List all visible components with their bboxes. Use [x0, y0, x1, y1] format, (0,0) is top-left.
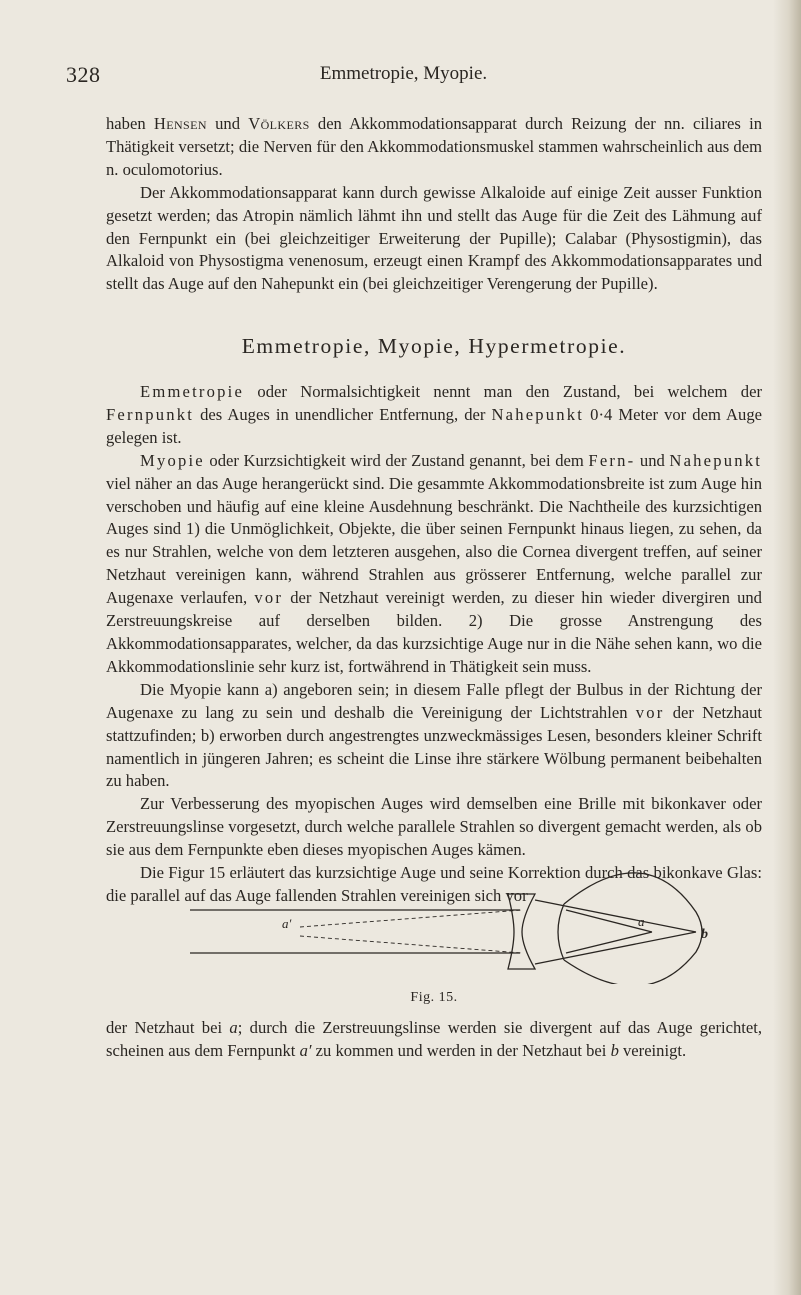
closing-text — [106, 1017, 762, 1063]
intro-paragraph-1: haben Hensen und Völkers den Akkommodationsapparat durch Reizung der nn. ciliares in Thätigkeit versetzt; die Nerven für den Akkommodationsmuskel stammen wahrscheinlich aus dem n. oculomotorius. — [106, 114, 762, 179]
ray-corrected-bottom — [535, 932, 696, 964]
author-hensen: Hensen — [153, 114, 207, 133]
ray-virtual-top — [300, 910, 522, 927]
intro-paragraph-2: Der Akkommodationsapparat kann durch gewisse Alkaloide auf einige Zeit ausser Funktion gesetzt werden; das Atropin nämlich lähmt ihn und stellt das Auge für die Zeit des Lähmung auf den Fernpunkt ein (bei gleichzeitiger Erweiterung der Pupille); Calabar (Physostigmin), das Alkaloid von Physostigma venenosum, erzeugt einen Krampf des Akkommodationsapparates und stellt das Auge auf den Nahepunkt ein (bei gleichzeitiger Verengerung der Pupille). — [106, 182, 762, 294]
page-spine-shadow — [773, 0, 801, 1295]
figure-15-diagram — [190, 866, 710, 984]
paragraph-figure-intro: Die Figur 15 erläutert das kurzsichtige Auge und seine Korrektion durch das bikonkave Glas: die parallel auf das Auge fallenden Strahlen vereinigen sich vor — [106, 863, 762, 905]
label-b: b — [701, 927, 708, 942]
ray-corrected-top — [535, 900, 696, 932]
closing-paragraph: der Netzhaut bei a; durch die Zerstreuungslinse werden sie divergent auf das Auge gerichtet, scheinen aus dem Fernpunkt a′ zu kommen und werden in der Netzhaut bei b vereinigt. — [106, 1018, 762, 1060]
paragraph-correction: Zur Verbesserung des myopischen Auges wird demselben eine Brille mit bikonkaver oder Zerstreuungslinse vorgesetzt, durch welche parallele Strahlen so divergent gemacht werden, als ob sie aus dem Fernpunkte eben dieses myopischen Auges kämen. — [106, 794, 762, 860]
figure-caption: Fig. 15. — [410, 990, 458, 1005]
ray-virtual-bottom — [300, 936, 522, 953]
label-a: a — [638, 914, 645, 929]
running-title: Emmetropie, Myopie. — [319, 63, 488, 84]
author-voelkers: Völkers — [248, 114, 310, 133]
eye-cornea — [558, 904, 564, 960]
section-heading: Emmetropie, Myopie, Hypermetropie. — [241, 334, 627, 358]
intro-text — [106, 113, 762, 296]
concave-lens — [508, 894, 535, 969]
paragraph-emmetropie: Emmetropie oder Normalsichtigkeit nennt man den Zustand, bei welchem der Fernpunkt des Auges in unendlicher Entfernung, der Nahepunkt 0·4 Meter vor dem Auge gelegen ist. — [106, 382, 762, 447]
page-number: 328 — [66, 62, 101, 87]
paragraph-myopie: Myopie oder Kurzsichtigkeit wird der Zustand genannt, bei dem Fern- und Nahepunkt viel näher an das Auge herangerückt sind. Die gesammte Akkommodationsbreite ist zum Auge hin verschoben und häufig auf eine kleine Ausdehnung beschränkt. Die Nachtheile des kurzsichtigen Auges sind 1) die Unmöglichkeit, Objekte, die über seinen Fernpunkt hinaus liegen, zu sehen, da es nur Strahlen, welche von dem letzteren ausgehen, also die Cornea divergent treffen, auf seiner Netzhaut vereinigen kann, während Strahlen aus grösserer Entfernung, welche parallel zur Augenaxe verlaufen, vor der Netzhaut vereinigt werden, zu dieser hin wieder divergiren und Zerstreuungskreise auf derselben bilden. 2) Die grosse Anstrengung des Akkommodationsapparates, welcher, da das kurzsichtige Auge nur in die Nähe sehen kann, wo die Akkommodationslinie sehr kurz ist, fortwährend in Thätigkeit sein muss. — [106, 450, 762, 676]
section-body — [106, 381, 762, 908]
paragraph-myopie-causes: Die Myopie kann a) angeboren sein; in diesem Falle pflegt der Bulbus in der Richtung der Augenaxe zu lang zu sein und deshalb die Vereinigung der Lichtstrahlen vor der Netzhaut stattzufinden; b) erworben durch angestrengtes unzweckmässiges Lesen, besonders kleiner Schrift namentlich in jüngeren Jahren; es scheint die Linse ihre stärkere Wölbung permanent beibehalten zu haben. — [106, 679, 762, 791]
label-a-prime: a′ — [282, 916, 292, 931]
page-header — [66, 62, 741, 88]
